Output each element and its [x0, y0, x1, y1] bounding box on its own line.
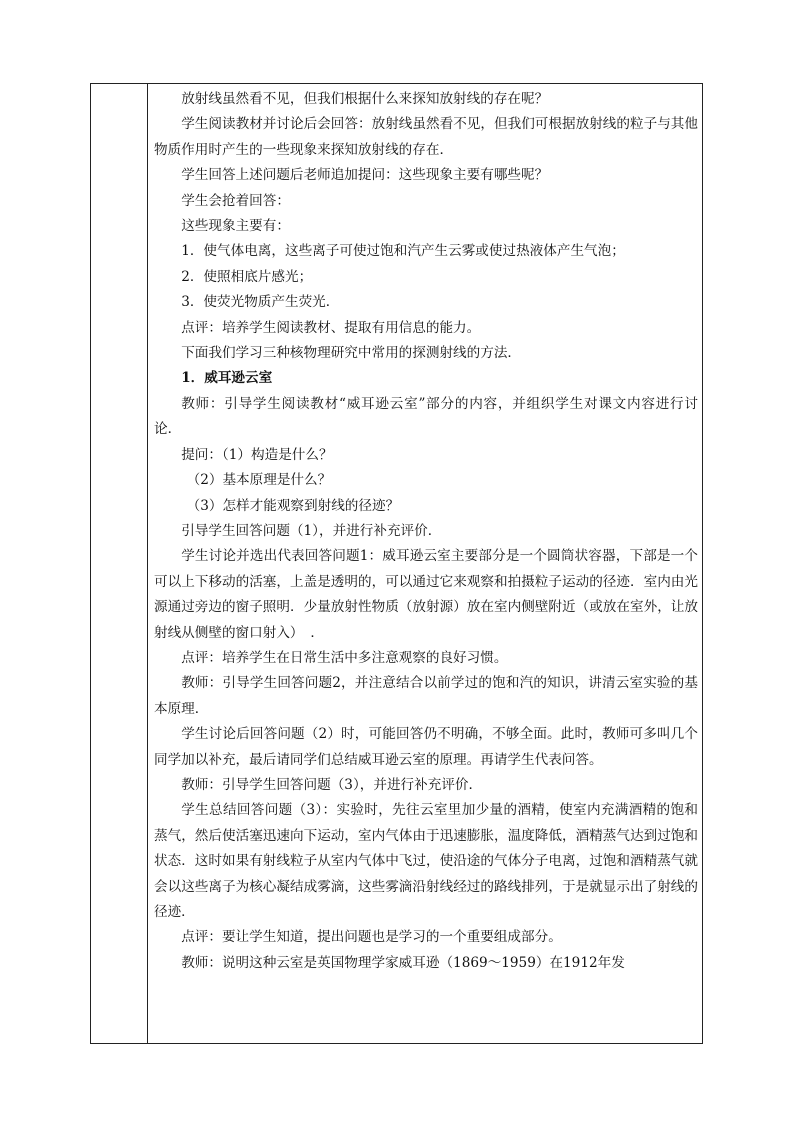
- list-item: 2．使照相底片感光；: [181, 268, 313, 285]
- paragraph: 学生总结回答问题（3）：实验时，先往云室里加少量的酒精，使室内充满酒精的饱和蒸气，然后使活塞迅速向下运动，室内气体由于迅速膨胀，温度降低，酒精蒸气达到过饱和状态．这时如果有射线粒子从室内气体中飞过，使沿途的气体分子电离，过饱和酒精蒸气就会以这些离子为核心凝结成雾滴，这些雾滴沿射线经过的路线排列，于是就显示出了射线的径迹．: [154, 802, 698, 920]
- comment: 点评：培养学生在日常生活中多注意观察的良好习惯。: [181, 649, 508, 666]
- paragraph: 教师：引导学生阅读教材“威耳逊云室”部分的内容，并组织学生对课文内容进行讨论．: [154, 395, 698, 438]
- paragraph: 下面我们学习三种核物理研究中常用的探测射线的方法．: [181, 345, 522, 362]
- question: （3）怎样才能观察到射线的径迹？: [186, 497, 400, 514]
- paragraph: 引导学生回答问题（1），并进行补充评价．: [181, 522, 442, 539]
- paragraph: 教师：引导学生回答问题（3），并进行补充评价．: [181, 776, 483, 793]
- paragraph: 这些现象主要有：: [181, 218, 290, 235]
- question: （2）基本原理是什么？: [186, 472, 332, 489]
- question: 提问：（1）构造是什么？: [181, 446, 333, 463]
- paragraph: 学生回答上述问题后老师追加提问：这些现象主要有哪些呢？: [181, 167, 549, 184]
- paragraph: 放射线虽然看不见，但我们根据什么来探知放射线的存在呢？: [181, 91, 549, 107]
- paragraph: 学生讨论后回答问题（2）时，可能回答仍不明确，不够全面。此时，教师可多叫几个同学加以补充，最后请同学们总结威耳逊云室的原理。再请学生代表问答。: [154, 726, 698, 768]
- comment: 点评：要让学生知道，提出问题也是学习的一个重要组成部分。: [181, 929, 562, 946]
- paragraph: 学生讨论并选出代表回答问题1：威耳逊云室主要部分是一个圆筒状容器，下部是一个可以上下移动的活塞，上盖是透明的，可以通过它来观察和拍摄粒子运动的径迹．室内由光源通过旁边的窗子照明．少量放射性物质（放射源）放在室内侧壁附近（或放在室外，让放射线从侧壁的窗口射入） ．: [154, 548, 698, 641]
- paragraph: 教师：说明这种云室是英国物理学家威耳逊（1869～1959）在1912年发: [181, 954, 625, 971]
- comment: 点评：培养学生阅读教材、提取有用信息的能力。: [181, 319, 481, 336]
- section-heading: 1．威耳逊云室: [181, 370, 273, 387]
- list-item: 1．使气体电离，这些离子可使过饱和汽产生云雾或使过热液体产生气泡；: [181, 243, 625, 260]
- list-item: 3．使荧光物质产生荧光．: [181, 294, 340, 311]
- lesson-table: [90, 83, 703, 1044]
- lesson-content: [148, 84, 702, 1043]
- label-column: [91, 84, 148, 1043]
- paragraph: 学生会抢着回答：: [181, 192, 290, 209]
- paragraph: 学生阅读教材并讨论后会回答：放射线虽然看不见，但我们可根据放射线的粒子与其他物质作用时产生的一些现象来探知放射线的存在．: [154, 116, 698, 158]
- paragraph: 教师：引导学生回答问题2，并注意结合以前学过的饱和汽的知识，讲清云室实验的基本原理．: [154, 675, 698, 717]
